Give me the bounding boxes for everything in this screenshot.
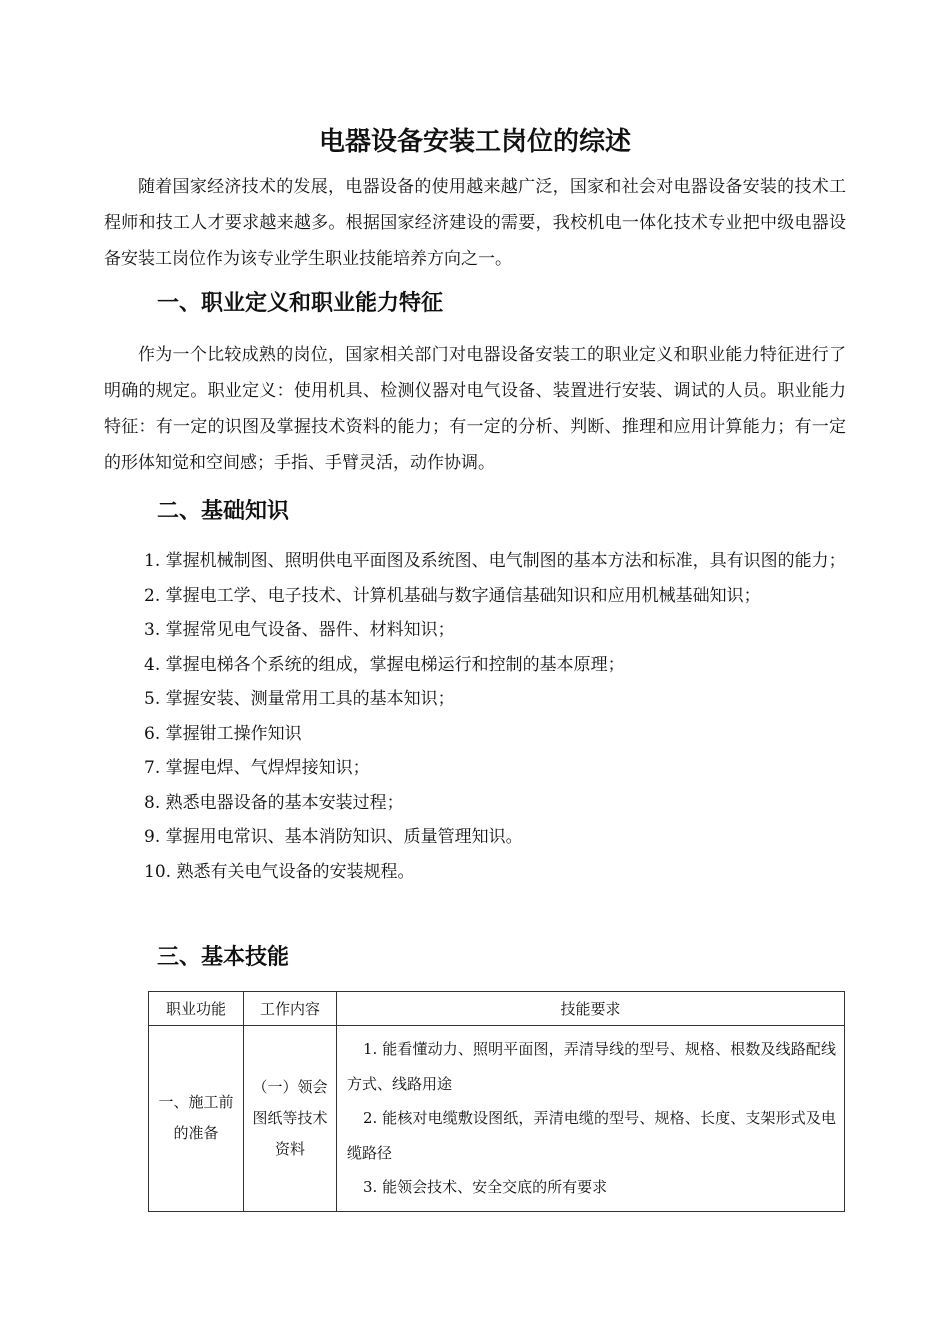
header-requirements: 技能要求 [337, 992, 845, 1026]
knowledge-item: 1. 掌握机械制图、照明供电平面图及系统图、电气制图的基本方法和标准，具有识图的能力； [144, 551, 846, 571]
cell-requirements [337, 1026, 845, 1212]
cell-function: 一、施工前的准备 [149, 1026, 244, 1212]
knowledge-item: 8. 熟悉电器设备的基本安装过程； [144, 792, 404, 813]
requirement-item: 2. 能核对电缆敷设图纸，弄清电缆的型号、规格、长度、支架形式及电缆路径 [347, 1109, 836, 1162]
table-header-row [149, 992, 845, 1026]
intro-paragraph: 随着国家经济技术的发展，电器设备的使用越来越广泛，国家和社会对电器设备安装的技术工程师和技工人才要求越来越多。根据国家经济建设的需要，我校机电一体化技术专业把中级电器设备安装工岗位作为该专业学生职业技能培养方向之一。 [104, 177, 846, 269]
knowledge-item: 6. 掌握钳工操作知识 [144, 723, 302, 744]
section1-heading: 一、职业定义和职业能力特征 [157, 291, 444, 316]
knowledge-item: 5. 掌握安装、测量常用工具的基本知识； [144, 689, 455, 709]
header-function: 职业功能 [149, 992, 244, 1026]
knowledge-item: 3. 掌握常见电气设备、器件、材料知识； [144, 620, 455, 640]
knowledge-item: 4. 掌握电梯各个系统的组成，掌握电梯运行和控制的基本原理； [144, 654, 625, 675]
knowledge-item: 9. 掌握用电常识、基本消防知识、质量管理知识。 [144, 827, 523, 847]
section1-body: 作为一个比较成熟的岗位，国家相关部门对电器设备安装工的职业定义和职业能力特征进行了明确的规定。职业定义：使用机具、检测仪器对电气设备、装置进行安装、调试的人员。职业能力特征：有一定的识图及掌握技术资料的能力；有一定的分析、判断、推理和应用计算能力；有一定的形体知觉和空间感；手指、手臂灵活，动作协调。 [104, 345, 846, 473]
knowledge-item: 7. 掌握电焊、气焊焊接知识； [144, 758, 370, 778]
header-content: 工作内容 [244, 992, 337, 1026]
requirement-item: 1. 能看懂动力、照明平面图，弄清导线的型号、规格、根数及线路配线方式、线路用途 [347, 1040, 836, 1093]
section2-heading: 二、基础知识 [157, 499, 290, 524]
section3-heading: 三、基本技能 [157, 945, 290, 970]
cell-content: （一）领会图纸等技术资料 [244, 1026, 337, 1212]
skills-table [148, 991, 845, 1212]
knowledge-item: 10. 熟悉有关电气设备的安装规程。 [144, 861, 415, 882]
document-title: 电器设备安装工岗位的综述 [318, 127, 631, 157]
knowledge-item: 2. 掌握电工学、电子技术、计算机基础与数字通信基础知识和应用机械基础知识； [144, 585, 761, 606]
knowledge-list [104, 544, 846, 889]
requirement-item: 3. 能领会技术、安全交底的所有要求 [363, 1178, 608, 1196]
table-row [149, 1026, 845, 1212]
